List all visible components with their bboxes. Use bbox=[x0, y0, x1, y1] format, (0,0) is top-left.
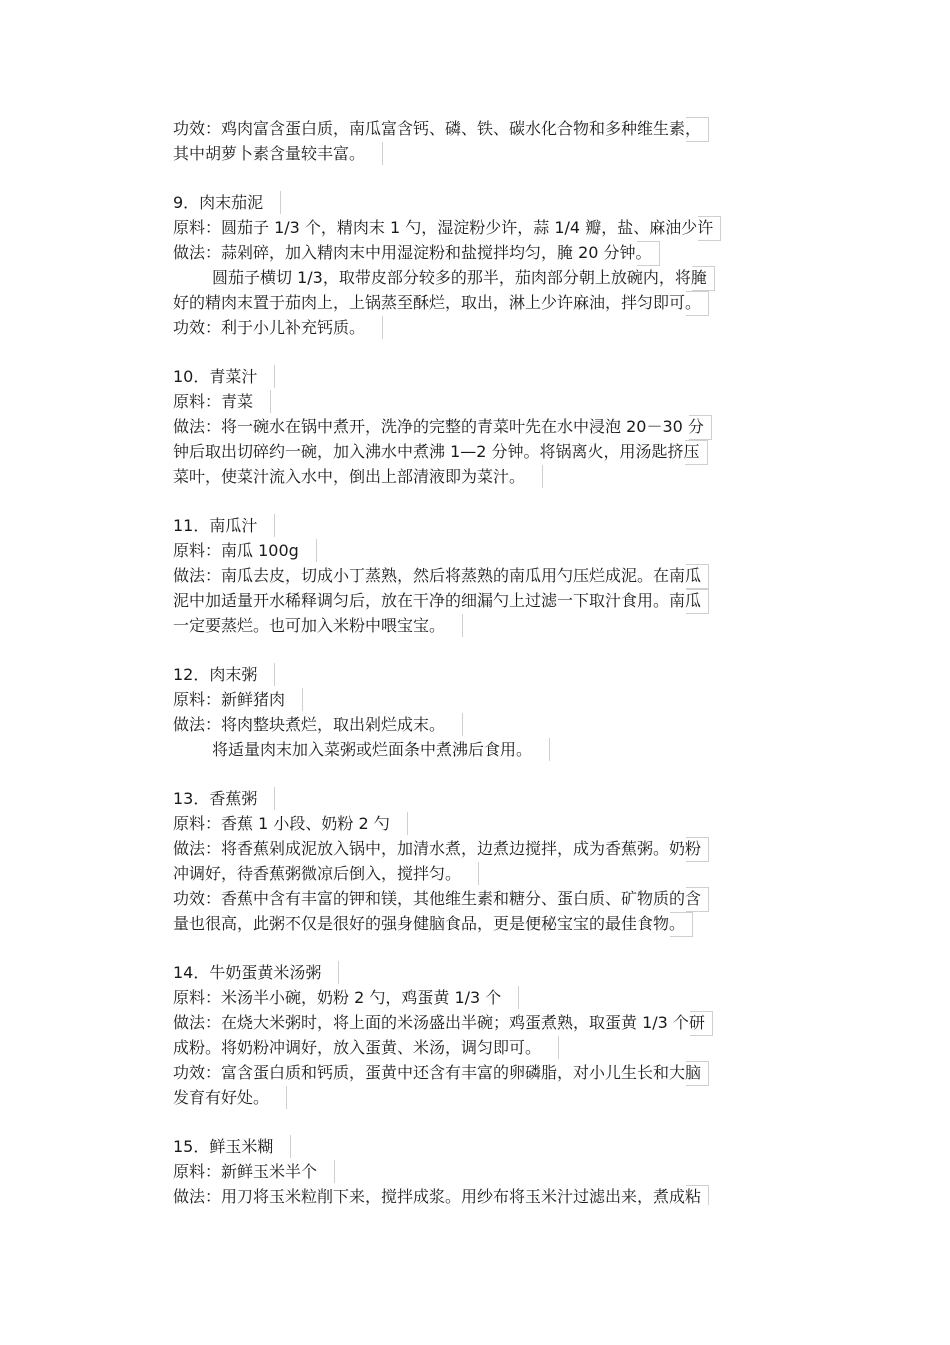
line-frame bbox=[478, 862, 479, 885]
line-text: 15．鲜玉米糊 bbox=[173, 1137, 274, 1156]
text-line bbox=[173, 687, 813, 712]
text-line bbox=[173, 588, 813, 613]
line-frame bbox=[302, 688, 303, 711]
line-text: 做法：将肉整块煮烂，取出剁烂成末。 bbox=[173, 715, 446, 734]
line-text: 做法：用刀将玉米粒削下来，搅拌成浆。用纱布将玉米汁过滤出来，煮成粘 bbox=[173, 1187, 702, 1205]
text-line bbox=[173, 911, 813, 936]
text-line bbox=[173, 240, 813, 265]
line-frame bbox=[518, 986, 519, 1009]
line-frame bbox=[382, 316, 383, 339]
line-text: 原料：青菜 bbox=[173, 392, 254, 411]
text-line bbox=[173, 215, 813, 240]
text-line bbox=[173, 513, 813, 538]
text-line bbox=[173, 662, 813, 687]
line-frame bbox=[407, 812, 408, 835]
line-text: 14．牛奶蛋黄米汤粥 bbox=[173, 963, 322, 982]
paragraph-gap bbox=[173, 166, 813, 190]
text-line bbox=[173, 265, 813, 290]
text-line bbox=[173, 960, 813, 985]
line-text: 做法：将香蕉剁成泥放入锅中，加清水煮，边煮边搅拌，成为香蕉粥。奶粉 bbox=[173, 839, 702, 858]
text-line bbox=[173, 563, 813, 588]
paragraph-gap bbox=[173, 489, 813, 513]
text-line bbox=[173, 1010, 813, 1035]
paragraph-gap bbox=[173, 936, 813, 960]
line-text: 功效：富含蛋白质和钙质，蛋黄中还含有丰富的卵磷脂，对小儿生长和大脑 bbox=[173, 1063, 702, 1082]
line-text: 好的精肉末置于茄肉上，上锅蒸至酥烂，取出，淋上少许麻油，拌匀即可。 bbox=[173, 293, 702, 312]
line-text: 13．香蕉粥 bbox=[173, 789, 258, 808]
text-line bbox=[173, 836, 813, 861]
line-text: 钟后取出切碎约一碗，加入沸水中煮沸 1—2 分钟。将锅离火，用汤匙挤压 bbox=[173, 442, 700, 461]
line-text: 圆茄子横切 1/3，取带皮部分较多的那半，茄肉部分朝上放碗内，将腌 bbox=[212, 268, 707, 287]
text-line bbox=[173, 861, 813, 886]
line-text: 一定要蒸烂。也可加入米粉中喂宝宝。 bbox=[173, 616, 446, 635]
text-line bbox=[173, 1159, 813, 1184]
text-line bbox=[173, 1184, 813, 1205]
text-line bbox=[173, 613, 813, 638]
text-line bbox=[173, 1085, 813, 1110]
line-frame bbox=[382, 142, 383, 165]
line-frame bbox=[316, 539, 317, 562]
text-line bbox=[173, 464, 813, 489]
line-frame bbox=[274, 663, 275, 686]
text-line bbox=[173, 886, 813, 911]
text-line bbox=[173, 786, 813, 811]
line-text: 冲调好，待香蕉粥微凉后倒入，搅拌匀。 bbox=[173, 864, 462, 883]
line-text: 原料：圆茄子 1/3 个，精肉末 1 勺，湿淀粉少许，蒜 1/4 瓣，盐、麻油少许 bbox=[173, 218, 714, 237]
line-text: 9．肉末茄泥 bbox=[173, 193, 264, 212]
line-text: 功效：利于小儿补充钙质。 bbox=[173, 318, 366, 337]
line-frame bbox=[462, 713, 463, 736]
line-frame bbox=[290, 1135, 291, 1158]
line-text: 原料：新鲜猪肉 bbox=[173, 690, 286, 709]
line-frame bbox=[274, 514, 275, 537]
line-text: 做法：南瓜去皮，切成小丁蒸熟，然后将蒸熟的南瓜用勺压烂成泥。在南瓜 bbox=[173, 566, 702, 585]
line-text: 做法：蒜剁碎，加入精肉末中用湿淀粉和盐搅拌均匀，腌 20 分钟。 bbox=[173, 243, 652, 262]
line-frame bbox=[462, 614, 463, 637]
line-frame bbox=[286, 1086, 287, 1109]
text-line bbox=[173, 985, 813, 1010]
line-text: 10．青菜汁 bbox=[173, 367, 258, 386]
line-text: 将适量肉末加入菜粥或烂面条中煮沸后食用。 bbox=[212, 740, 533, 759]
line-text: 11．南瓜汁 bbox=[173, 516, 258, 535]
text-line bbox=[173, 190, 813, 215]
line-text: 原料：香蕉 1 小段、奶粉 2 勺 bbox=[173, 814, 390, 833]
line-text: 其中胡萝卜素含量较丰富。 bbox=[173, 144, 366, 163]
paragraph-gap bbox=[173, 762, 813, 786]
text-line bbox=[173, 290, 813, 315]
text-line bbox=[173, 811, 813, 836]
line-text: 做法：将一碗水在锅中煮开，洗净的完整的青菜叶先在水中浸泡 20－30 分 bbox=[173, 417, 704, 436]
line-text: 量也很高，此粥不仅是很好的强身健脑食品，更是便秘宝宝的最佳食物。 bbox=[173, 914, 686, 933]
line-text: 做法：在烧大米粥时，将上面的米汤盛出半碗；鸡蛋煮熟，取蛋黄 1/3 个研 bbox=[173, 1013, 705, 1032]
line-frame bbox=[270, 390, 271, 413]
text-line bbox=[173, 414, 813, 439]
line-text: 菜叶，使菜汁流入水中，倒出上部清液即为菜汁。 bbox=[173, 467, 526, 486]
paragraph-gap bbox=[173, 1110, 813, 1134]
line-frame bbox=[542, 465, 543, 488]
text-line bbox=[173, 141, 813, 166]
text-line bbox=[173, 1035, 813, 1060]
line-frame bbox=[274, 787, 275, 810]
text-line bbox=[173, 439, 813, 464]
line-text: 原料：米汤半小碗，奶粉 2 勺，鸡蛋黄 1/3 个 bbox=[173, 988, 502, 1007]
text-line bbox=[173, 737, 813, 762]
line-text: 原料：南瓜 100g bbox=[173, 541, 299, 560]
line-frame bbox=[280, 191, 281, 214]
line-text: 发育有好处。 bbox=[173, 1088, 270, 1107]
line-frame bbox=[549, 738, 550, 761]
line-frame bbox=[334, 1160, 335, 1183]
line-frame bbox=[558, 1036, 559, 1059]
line-text: 功效：香蕉中含有丰富的钾和镁，其他维生素和糖分、蛋白质、矿物质的含 bbox=[173, 889, 702, 908]
line-text: 成粉。将奶粉冲调好，放入蛋黄、米汤，调匀即可。 bbox=[173, 1038, 542, 1057]
text-line bbox=[173, 116, 813, 141]
line-text: 原料：新鲜玉米半个 bbox=[173, 1162, 318, 1181]
text-line bbox=[173, 538, 813, 563]
line-text: 泥中加适量开水稀释调匀后，放在干净的细漏勺上过滤一下取汁食用。南瓜 bbox=[173, 591, 702, 610]
document-page bbox=[173, 116, 813, 1205]
text-line bbox=[173, 389, 813, 414]
line-text: 功效：鸡肉富含蛋白质，南瓜富含钙、磷、铁、碳水化合物和多种维生素， bbox=[173, 119, 702, 138]
text-line bbox=[173, 315, 813, 340]
line-frame bbox=[338, 961, 339, 984]
text-line bbox=[173, 1134, 813, 1159]
line-frame bbox=[274, 365, 275, 388]
line-text: 12．肉末粥 bbox=[173, 665, 258, 684]
paragraph-gap bbox=[173, 340, 813, 364]
paragraph-gap bbox=[173, 638, 813, 662]
text-line bbox=[173, 1060, 813, 1085]
text-line bbox=[173, 364, 813, 389]
text-line bbox=[173, 712, 813, 737]
